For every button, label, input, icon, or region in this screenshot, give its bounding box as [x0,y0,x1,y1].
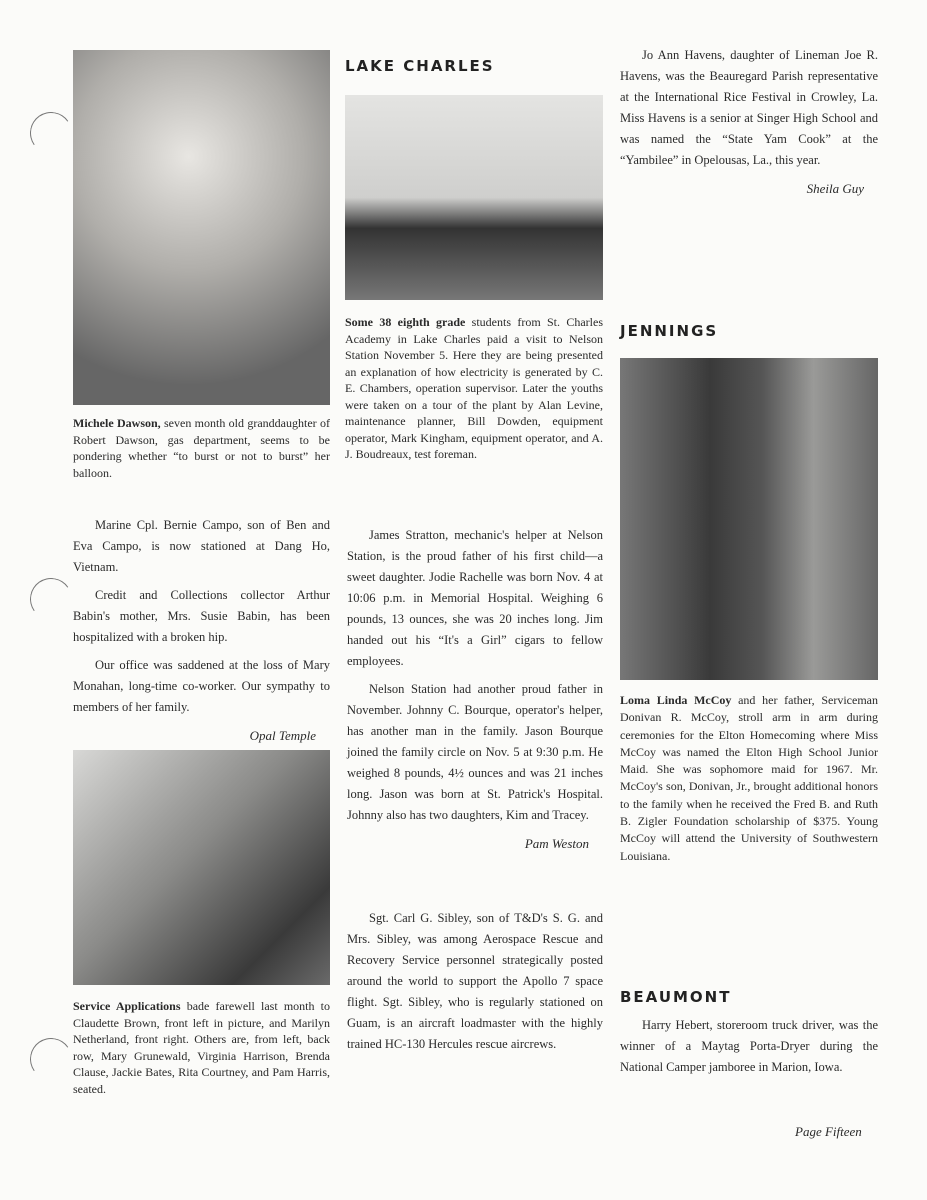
article-right-2: Harry Hebert, storeroom truck driver, was the winner of a Maytag Porta-Dryer during the National Camper jamboree in Marion, Iowa. [620,1018,878,1074]
photo-classroom [345,95,603,300]
section-heading: LAKE CHARLES [345,57,495,75]
photo-father-daughter [620,358,878,680]
photo-caption: Service Applications bade farewell last month to Claudette Brown, front left in picture, and Marilyn Netherland, front right. Others are, from left, back row, Mary Grunewald, Virginia Harrison, Brenda Clause, Jackie Bates, Rita Courtney, and Pam Harris, seated. [73,999,330,1096]
article-middle: James Stratton, mechanic's helper at Nelson Station, is the proud father of his first child—a sweet daughter. Jodie Rachelle was born Nov. 4 at 10:06 p.m. in Memorial Hospital. Weighing 6 pounds, 13 ounces, she was 20 inches long. Jim handed out his “It's a Girl” cigars to fellow employees. Nelson Station had another proud father in November. Johnny C. Bourque, operator's helper, has another man in the family. Jason Bourque joined the family circle on Nov. 5 at 9:30 p.m. He weighed 8 pounds, 4½ ounces and was 21 inches long. Jason was born at St. Patrick's Hospital. Johnny also has two daughters, Kim and Tracey. Pam Weston Sgt. Carl G. Sibley, son of T&D's S. G. and Mrs. Sibley, was among Aerospace Rescue and Recovery Service personnel strategically posted around the world to support the Apollo 7 space flight. Sgt. Sibley, who is regularly stationed on Guam, is an aircraft loadmaster with the highly trained HC-130 Hercules rescue aircrews. [347,525,603,1062]
signature: Sheila Guy [806,181,864,196]
punch-hole [27,1035,76,1084]
punch-hole [27,109,76,158]
photo-service-applications [73,750,330,985]
photo-caption: Loma Linda McCoy and her father, Serviceman Donivan R. McCoy, stroll arm in arm during ceremonies for the Elton Homecoming where Miss McCoy was named the Elton High School Junior Maid. She was sophomore maid for 1967. Mr. McCoy's son, Donivan, Jr., brought additional honors to the family when he received the Fred B. and Ruth B. Zigler Foundation scholarship of $375. Young McCoy will attend the University of Southwestern Louisiana. [620,693,878,863]
section-heading: BEAUMONT [620,988,732,1006]
punch-hole [27,575,76,624]
section-heading: JENNINGS [620,322,719,340]
article-left: Marine Cpl. Bernie Campo, son of Ben and Eva Campo, is now stationed at Dang Ho, Vietnam. Credit and Collections collector Arthur Babin's mother, Mrs. Susie Babin, has been hospitalized with a broken hip. Our office was saddened at the loss of Mary Monahan, long-time co-worker. Our sympathy to members of her family. Opal Temple [73,515,330,752]
spacer [347,860,603,908]
photo-caption: Michele Dawson, seven month old granddaughter of Robert Dawson, gas department, seems to be pondering whether “to burst or not to burst” her balloon. [73,416,331,480]
page-number: Page Fifteen [795,1124,862,1139]
photo-baby-with-balloon [73,50,330,405]
photo-caption: Some 38 eighth grade students from St. Charles Academy in Lake Charles paid a visit to Nelson Station November 5. Here they are being presented an explanation of how electricity is generated by C. E. Chambers, operation supervisor. Later the youths were taken on a tour of the plant by Alan Levine, maintenance planner, Bill Dowden, equipment operator, Mark Kingham, equipment operator, and A. J. Boudreaux, test foreman. [345,315,604,461]
signature: Pam Weston [524,836,589,851]
article-right: Jo Ann Havens, daughter of Lineman Joe R. Havens, was the Beauregard Parish representative at the International Rice Festival in Crowley, La. Miss Havens is a senior at Singer High School and was named the “State Yam Cook” at the “Yambilee” in Opelousas, La., this year. Sheila Guy [620,45,878,205]
signature: Opal Temple [249,728,316,743]
article-middle-2: Sgt. Carl G. Sibley, son of T&D's S. G. and Mrs. Sibley, was among Aerospace Rescue and Recovery Service personnel strategically posted around the world to support the Apollo 7 space flight. Sgt. Sibley, who is regularly stationed on Guam, is an aircraft loadmaster with the highly trained HC-130 Hercules rescue aircrews. [347,911,603,1051]
